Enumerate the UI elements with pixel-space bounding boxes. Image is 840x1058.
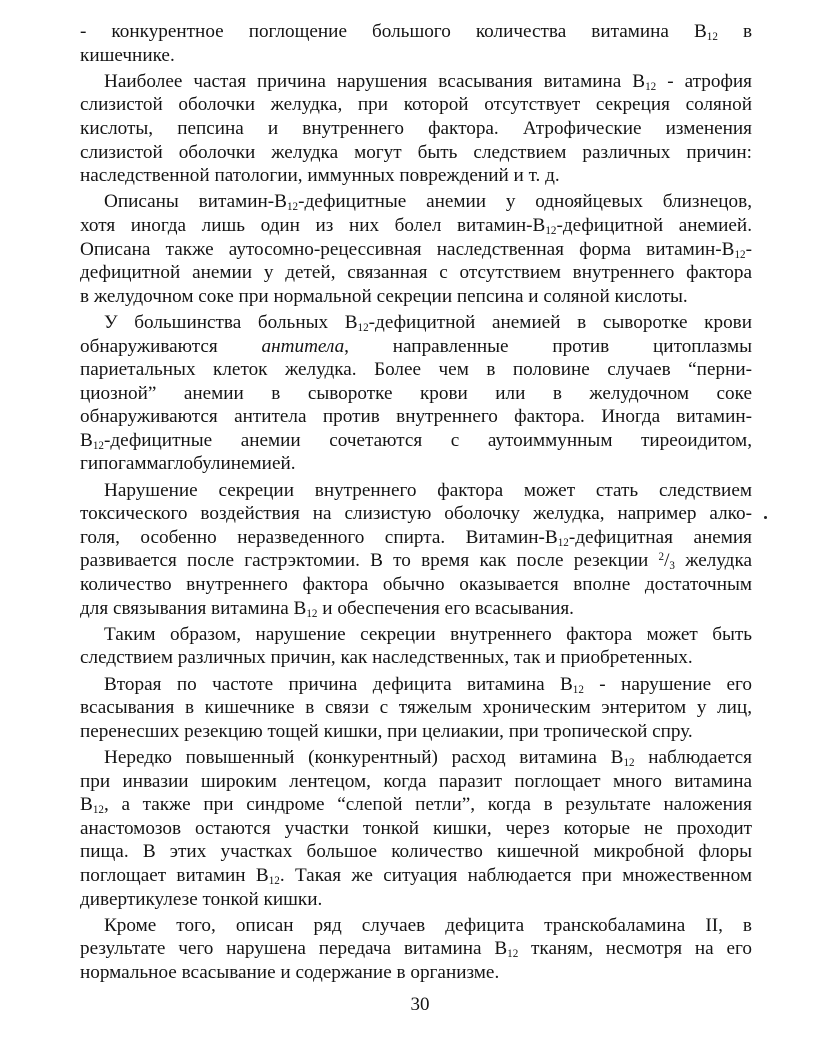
text-run: кишечнике. (80, 44, 175, 66)
paragraph-p7 (80, 673, 752, 744)
subscript: 12 (623, 757, 635, 770)
text-run: Вторая по частоте причина дефицита витамина В (104, 673, 573, 695)
text-run: Описаны витамин-В (104, 191, 287, 213)
text-line (80, 479, 752, 503)
text-run: - конкурентное поглощение большого количества витамина В (80, 21, 707, 42)
text-line (80, 770, 752, 794)
text-run: в (717, 21, 753, 42)
text-line (80, 238, 752, 262)
text-run: Нарушение секреции внутреннего фактора может стать следствием (104, 479, 752, 501)
text-container (80, 20, 752, 985)
text-run: Таким образом, нарушение секреции внутреннего фактора может быть (104, 623, 752, 645)
subscript: 12 (357, 322, 369, 335)
text-line (80, 44, 752, 68)
text-line (80, 311, 752, 335)
text-run: слизистой оболочки желудка, при которой отсутствует секреция соляной (80, 94, 752, 116)
text-line (80, 117, 752, 141)
text-line (80, 549, 752, 573)
subscript: 12 (507, 948, 519, 961)
text-run: -дефицитной анемией. (556, 214, 752, 236)
text-run: - атрофия (656, 70, 753, 92)
text-run: обнаруживаются (80, 335, 262, 357)
text-line (80, 961, 752, 985)
text-run: пища. В этих участках большое количество кишечной микробной флоры (80, 841, 752, 863)
text-run: дивертикулезе тонкой кишки. (80, 888, 323, 910)
text-run: количество внутреннего фактора обычно оказывается вполне достаточным (80, 574, 752, 596)
subscript: 12 (545, 225, 557, 238)
subscript: 12 (306, 607, 318, 620)
text-run: -дефицитные анемии у однояйцевых близнецов, (298, 191, 752, 213)
text-line (80, 93, 752, 117)
text-run: и обеспечения его всасывания. (317, 597, 574, 619)
paragraph-p9 (80, 914, 752, 985)
text-run: тканям, несмотря на его (518, 938, 752, 960)
text-run: наблюдается (634, 746, 752, 768)
text-line (80, 405, 752, 429)
text-line (80, 864, 752, 888)
text-run: перенесших резекцию тощей кишки, при целиакии, при тропической спру. (80, 720, 693, 742)
text-run: Наиболее частая причина нарушения всасывания витамина В (104, 70, 646, 92)
stray-dot-mark (764, 516, 767, 519)
text-run: циозной” анемии в сыворотке крови или в желудочном соке (80, 382, 752, 404)
paragraph-p3 (80, 190, 752, 308)
text-run: Описана также аутосомно-рецессивная наследственная форма витамин-В (80, 238, 735, 260)
paragraph-p1 (80, 20, 752, 67)
text-run: кислоты, пепсина и внутреннего фактора. Атрофические изменения (80, 117, 752, 139)
page-body (80, 20, 752, 985)
text-run: для связывания витамина В (80, 597, 307, 619)
text-run: - (745, 238, 752, 260)
text-line (80, 141, 752, 165)
text-run: париетальных клеток желудка. Более чем в половине случаев “перни- (80, 359, 752, 381)
text-run: желудка (674, 550, 752, 572)
text-run: следствием различных причин, как наследственных, так и приобретенных. (80, 647, 693, 669)
subscript: 12 (706, 31, 718, 44)
text-line (80, 673, 752, 697)
text-line (80, 452, 752, 476)
text-line (80, 817, 752, 841)
text-run: В (80, 429, 93, 451)
text-run: обнаруживаются антитела против внутреннего фактора. Иногда витамин- (80, 406, 752, 428)
text-run: Нередко повышенный (конкурентный) расход витамина В (104, 746, 624, 768)
subscript: 12 (557, 536, 569, 549)
text-run: анастомозов остаются участки тонкой кишки, через которые не проходит (80, 817, 752, 839)
page-number: 30 (410, 994, 430, 1015)
superscript: 2 (658, 551, 665, 564)
text-line (80, 746, 752, 770)
text-line (80, 793, 752, 817)
text-run: в желудочном соке при нормальной секреции пепсина и соляной кислоты. (80, 285, 688, 307)
text-line (80, 646, 752, 670)
text-line (80, 190, 752, 214)
text-line (80, 382, 752, 406)
text-run: результате чего нарушена передача витамина В (80, 938, 508, 960)
text-line (80, 623, 752, 647)
text-run: -дефицитные анемии сочетаются с аутоиммунным тиреоидитом, (103, 429, 752, 451)
text-line (80, 285, 752, 309)
text-run: - нарушение его (583, 673, 752, 695)
text-run: . Такая же ситуация наблюдается при множественном (279, 864, 752, 886)
text-line (80, 888, 752, 912)
text-line (80, 261, 752, 285)
text-line (80, 335, 752, 359)
text-line (80, 20, 752, 44)
text-run: гипогаммаглобулинемией. (80, 453, 296, 475)
text-run: -дефицитная анемия (568, 526, 752, 548)
subscript: 12 (645, 80, 657, 93)
text-line (80, 358, 752, 382)
text-line (80, 840, 752, 864)
text-run: поглощает витамин В (80, 864, 269, 886)
text-run: дефицитной анемии у детей, связанная с отсутствием внутреннего фактора (80, 262, 752, 284)
text-line (80, 214, 752, 238)
paragraph-p8 (80, 746, 752, 911)
text-run: нормальное всасывание и содержание в организме. (80, 961, 500, 983)
text-run: , а также при синдроме “слепой петли”, когда в результате наложения (103, 794, 752, 816)
text-line (80, 164, 752, 188)
text-line (80, 937, 752, 961)
text-run: / (664, 550, 670, 572)
text-line (80, 502, 752, 526)
text-line (80, 573, 752, 597)
text-line (80, 914, 752, 938)
subscript: 12 (92, 439, 104, 452)
text-run: наследственной патологии, иммунных повреждений и т. д. (80, 165, 560, 187)
subscript: 12 (286, 201, 299, 214)
italic-text: антитела (261, 335, 345, 357)
text-run: , направленные против цитоплазмы (344, 335, 752, 357)
text-run: голя, особенно неразведенного спирта. Витамин-В (80, 526, 558, 548)
text-line (80, 720, 752, 744)
text-run: хотя иногда лишь один из них болел витамин-В (80, 214, 546, 236)
text-run: развивается после гастрэктомии. В то время как после резекции (80, 550, 659, 572)
text-line (80, 70, 752, 94)
paragraph-p5 (80, 479, 752, 621)
subscript: 3 (669, 560, 675, 573)
text-run: -дефицитной анемией в сыворотке крови (368, 311, 753, 333)
text-line (80, 429, 752, 453)
paragraph-p2 (80, 70, 752, 188)
subscript: 12 (268, 875, 280, 888)
subscript: 12 (92, 804, 104, 817)
text-run: всасывания в кишечнике в связи с тяжелым хроническим энтеритом у лиц, (80, 697, 752, 719)
subscript: 12 (572, 683, 584, 696)
text-run: при инвазии широким лентецом, когда паразит поглощает много витамина (80, 770, 752, 792)
text-run: В (80, 794, 93, 816)
text-line (80, 696, 752, 720)
subscript: 12 (734, 248, 746, 261)
text-line (80, 526, 752, 550)
text-run: У большинства больных В (104, 311, 358, 333)
text-line (80, 597, 752, 621)
text-run: Кроме того, описан ряд случаев дефицита транскобаламина II, в (104, 914, 752, 936)
paragraph-p6 (80, 623, 752, 670)
paragraph-p4 (80, 311, 752, 476)
text-run: слизистой оболочки желудка могут быть следствием различных причин: (80, 141, 752, 163)
text-run: токсического воздействия на слизистую оболочку желудка, например алко- (80, 503, 752, 525)
